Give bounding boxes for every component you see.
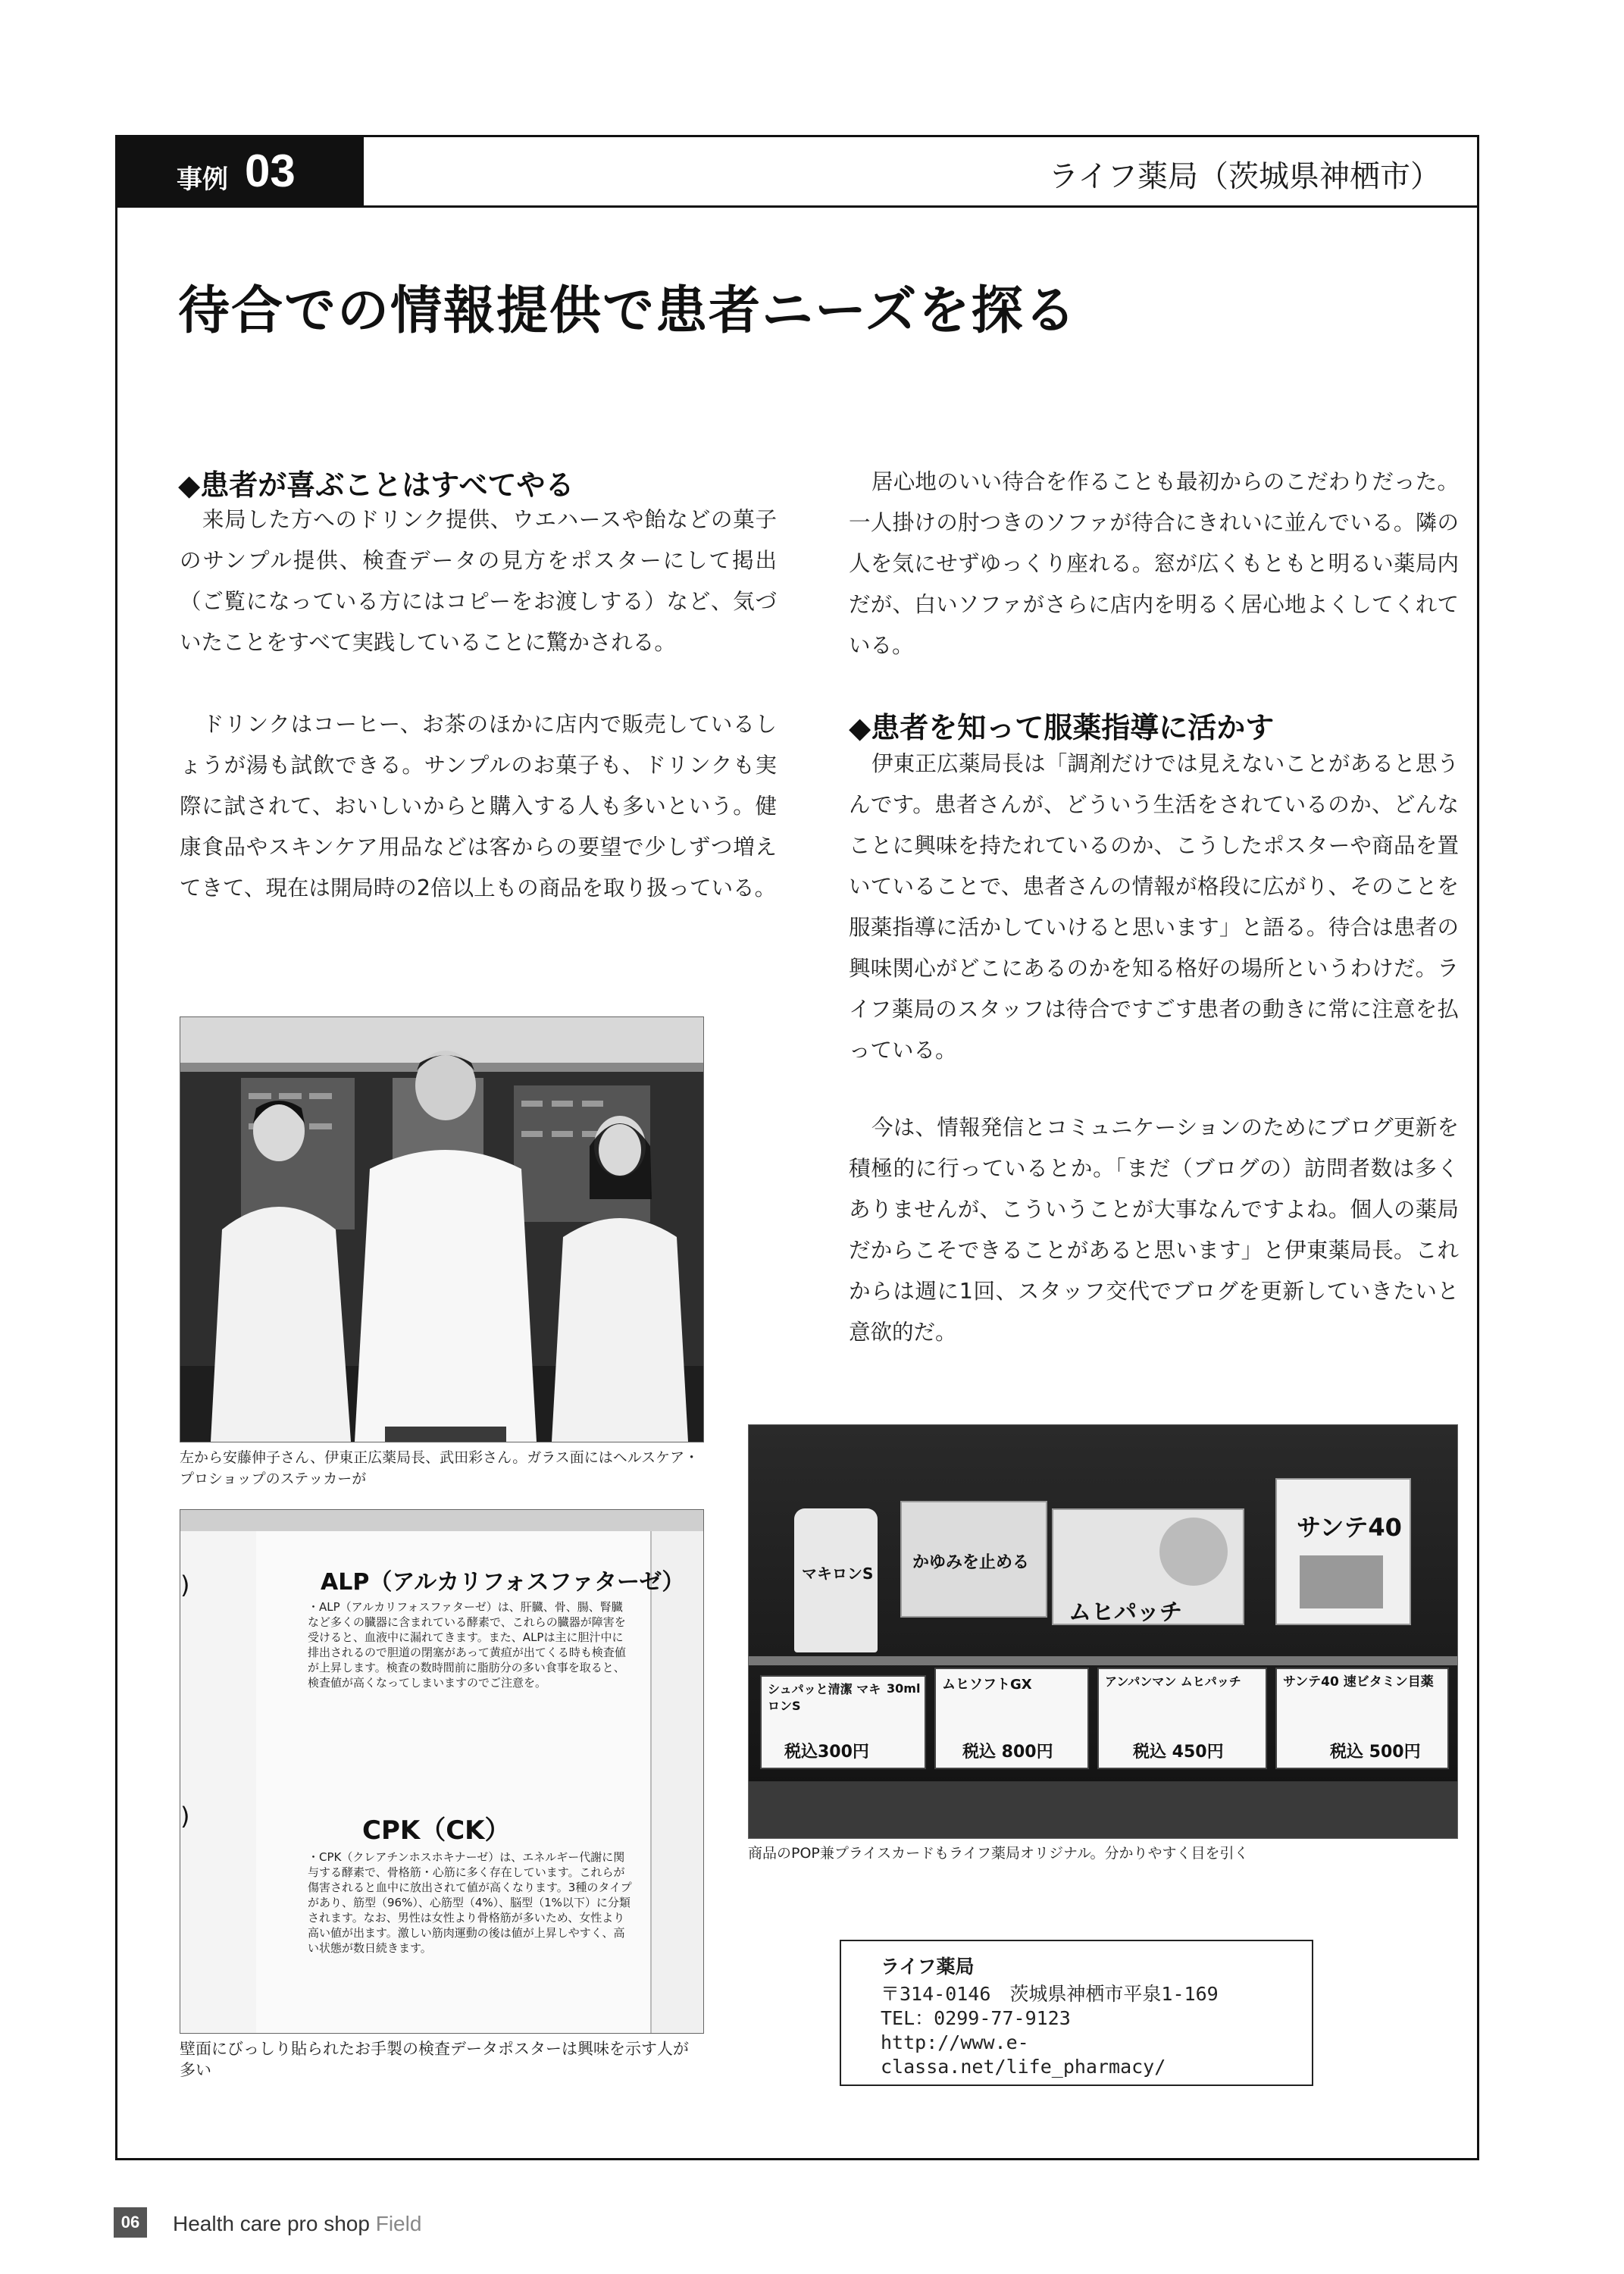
price-card: アンパンマン ムヒパッチ 税込 450円 bbox=[1097, 1668, 1267, 1769]
pharmacy-tel: TEL：0299-77-9123 bbox=[881, 2007, 1071, 2029]
poster-photo bbox=[180, 1509, 704, 2034]
pharmacy-name: ライフ薬局 bbox=[881, 1956, 975, 1978]
section1-paragraph: 来局した方へのドリンク提供、ウエハースや飴などの菓子のサンプル提供、検査データの見方をポスターにして掲出（ご覧になっている方にはコピーをお渡しする）など、気づいたことをすべて実践していることに驚かされる。 bbox=[180, 507, 777, 655]
footer-magazine bbox=[173, 2212, 421, 2236]
poster-photo-caption: 壁面にびっしり貼られたお手製の検査データポスターは興味を示す人が多い bbox=[180, 2040, 689, 2079]
section1-paragraph: ドリンクはコーヒー、お茶のほかに店内で販売しているしょうが湯も試飲できる。サンプルのお菓子も、ドリンクも実際に試されて、おいしいからと購入する人も多いという。健康食品やスキンケア用品などは客からの要望で少しずつ増えてきて、現在は開局時の2倍以上もの商品を取り扱っている。 bbox=[180, 712, 777, 901]
article-frame bbox=[115, 135, 1479, 2160]
column2-intro: 居心地のいい待合を作ることも最初からのこだわりだった。一人掛けの肘つきのソファが待合にきれいに並んでいる。隣の人を気にせずゆっくり座れる。窓が広くもともと明るい薬局内だが、白いソファがさらに店内を明るく居心地よくしてくれている。 bbox=[849, 469, 1459, 658]
article-title: 待合での情報提供で患者ニーズを探る bbox=[178, 281, 1078, 341]
section2-paragraph: 伊東正広薬局長は「調剤だけでは見えないことがあると思うんです。患者さんが、どういう生活をされているのか、どんなことに興味を持たれているのか、こうしたポスターや商品を置いていることで、患者さんの情報が格段に広がり、そのことを服薬指導に活かしていけると思います」と語る。待合は患者の興味関心がどこにあるのかを知る格好の場所というわけだ。ライフ薬局のスタッフは待合ですごす患者の動きに常に注意を払っている。 bbox=[849, 751, 1459, 1063]
products-photo bbox=[748, 1424, 1458, 1839]
case-tag bbox=[117, 137, 364, 205]
alp-text: ・ALP（アルカリフォスファターゼ）は、肝臓、骨、腸、腎臓など多くの臓器に含まれている酵素で、これらの臓器が障害を受けると、血液中に漏れてきます。また、ALPは主に胆汁中に排出されるので胆道の閉塞があって黄疸が出てくる時も検査値が上昇します。検査の数時間前に脂肪分の多い食事を取ると、検査値が高くなってしまいますのでご注意を。 bbox=[308, 1600, 626, 1690]
product-box: サンテ40 bbox=[1275, 1478, 1411, 1625]
pharmacy-address: 〒314-0146 茨城県神栖市平泉1-169 bbox=[881, 1983, 1219, 2005]
poster-bracket-left-2: ) bbox=[180, 1802, 190, 1831]
staff-photo-caption: 左から安藤伸子さん、伊東正広薬局長、武田彩さん。ガラス面にはヘルスケア・プロショップのステッカーが bbox=[180, 1449, 699, 1487]
case-number: 03 bbox=[245, 146, 296, 196]
pharmacy-url[interactable]: http://www.e-classa.net/life_pharmacy/ bbox=[881, 2031, 1166, 2078]
magazine-name: Health care pro shop bbox=[173, 2212, 370, 2235]
price-card: サンテ40 速ビタミン目薬 税込 500円 bbox=[1275, 1668, 1449, 1769]
cpk-text: ・CPK（クレアチンホスホキナーゼ）は、エネルギー代謝に関与する酵素で、骨格筋・心筋に多く存在しています。これらが傷害されると血中に放出されて値が高くなります。3種のタイプがあり、筋型（96%）、心筋型（4%）、脳型（1%以下）に分類されます。なお、男性は女性より骨格筋が多いため、女性より高い値が出ます。激しい筋肉運動の後は値が上昇しやすく、高い状態が数日続きます。 bbox=[308, 1850, 632, 1955]
section1-heading: ◆患者が喜ぶことはすべてやる bbox=[178, 468, 574, 502]
poster-bracket-left: ) bbox=[180, 1571, 190, 1599]
page-number: 06 bbox=[114, 2207, 147, 2238]
case-word: 事例 bbox=[177, 164, 228, 195]
product-box: ムヒパッチ bbox=[1052, 1508, 1244, 1625]
staff-photo bbox=[180, 1016, 704, 1442]
products-photo-caption: 商品のPOP兼プライスカードもライフ薬局オリジナル。分かりやすく目を引く bbox=[748, 1845, 1249, 1862]
section2-heading: ◆患者を知って服薬指導に活かす bbox=[849, 711, 1275, 744]
price-card: シュパッと清潔 マキロンS 30ml 税込300円 bbox=[760, 1675, 926, 1769]
section2-paragraph: 今は、情報発信とコミュニケーションのためにブログ更新を積極的に行っているとか。「まだ（ブログの）訪問者数は多くありませんが、こういうことが大事なんですよね。個人の薬局だからこそできることがあると思います」と伊東薬局長。これからは週に1回、スタッフ交代でブログを更新していきたいと意欲的だ。 bbox=[849, 1115, 1459, 1345]
product-box: マキロンS bbox=[794, 1508, 878, 1652]
pharmacy-info-box bbox=[840, 1940, 1313, 2086]
footer-section: Field bbox=[375, 2212, 422, 2235]
store-location: ライフ薬局（茨城県神栖市） bbox=[1048, 159, 1441, 194]
cpk-title: CPK（CK） bbox=[362, 1815, 511, 1846]
alp-title: ALP（アルカリフォスファターゼ） bbox=[321, 1569, 685, 1596]
price-card: ムヒソフトGX 税込 800円 bbox=[934, 1668, 1089, 1769]
product-box: かゆみを止める bbox=[900, 1501, 1047, 1618]
article-header bbox=[117, 137, 1477, 208]
